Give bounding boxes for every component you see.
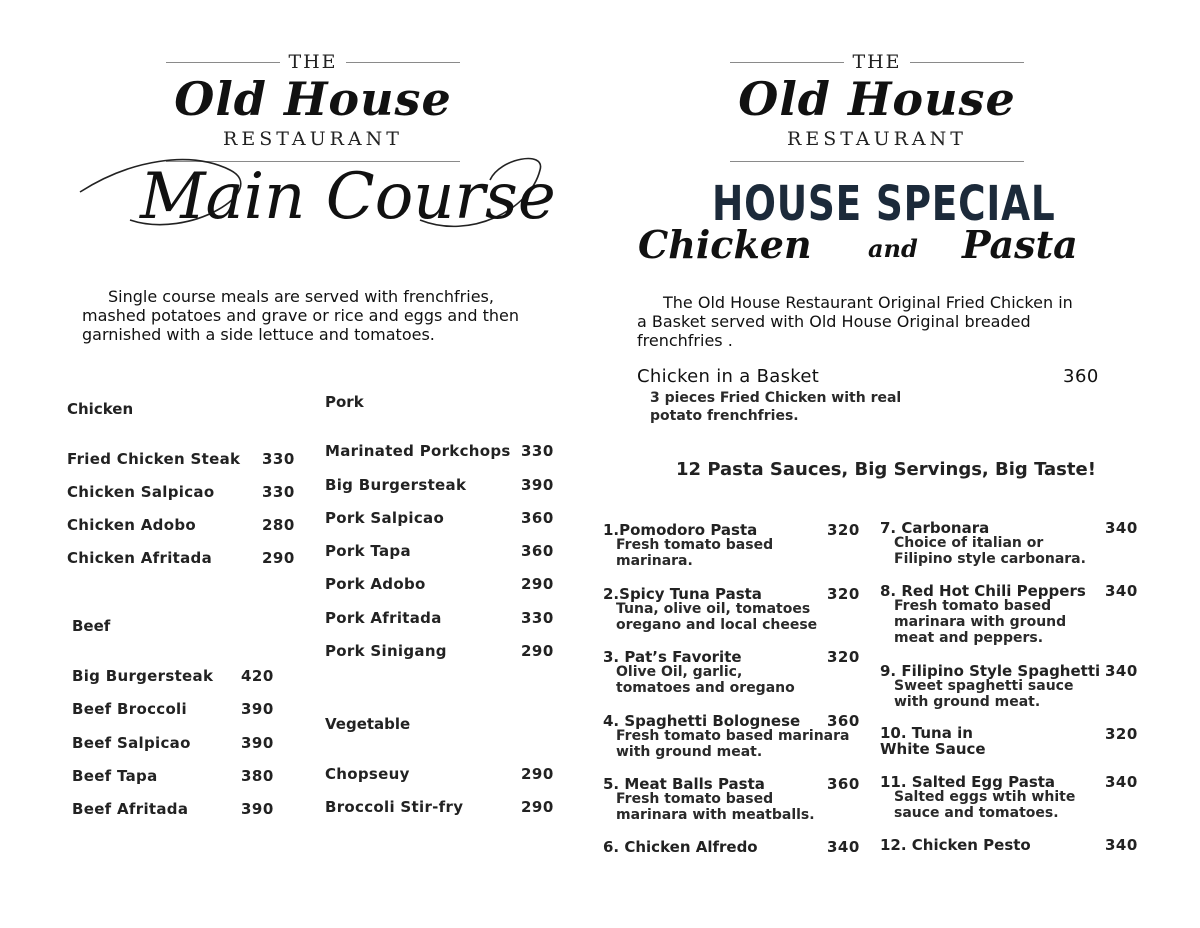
item-price: 290 <box>521 642 554 660</box>
pasta-heading: 12 Pasta Sauces, Big Servings, Big Taste! <box>676 459 1096 480</box>
pasta-item-price: 340 <box>1105 519 1138 537</box>
item-price: 290 <box>262 549 295 567</box>
logo-name-text: Old House <box>738 72 1016 126</box>
logo-name-text: Old House <box>174 72 452 126</box>
list-item: Beef Salpicao <box>72 734 191 752</box>
and-script-title: and <box>868 234 918 263</box>
item-price: 330 <box>521 609 554 627</box>
list-item: Pork Tapa <box>325 542 411 560</box>
pasta-item-desc: Salted eggs wtih white sauce and tomatoes. <box>894 789 1076 821</box>
item-price: 290 <box>521 798 554 816</box>
pasta-item-name: 2.Spicy Tuna Pasta <box>603 585 762 603</box>
item-price: 390 <box>241 734 274 752</box>
logo-restaurant-text: RESTAURANT <box>787 128 967 150</box>
list-item: Beef Afritada <box>72 800 189 818</box>
list-item: Marinated Porkchops <box>325 442 511 460</box>
list-item: Pork Sinigang <box>325 642 447 660</box>
pasta-item-name: 3. Pat’s Favorite <box>603 648 742 666</box>
main-course-title: Main Course <box>140 160 556 234</box>
pasta-item-desc: Olive Oil, garlic, tomatoes and oregano <box>616 664 795 696</box>
pasta-item-price: 320 <box>1105 725 1138 743</box>
item-price: 290 <box>521 575 554 593</box>
pasta-item-desc: Tuna, olive oil, tomatoes oregano and local cheese <box>616 601 818 633</box>
right-intro-text: The Old House Restaurant Original Fried Chicken in a Basket served with Old House Original breaded frenchfries . <box>637 293 1073 350</box>
list-item: Fried Chicken Steak <box>67 450 241 468</box>
item-price: 360 <box>521 542 554 560</box>
pasta-script-title: Pasta <box>962 222 1078 267</box>
item-price: 380 <box>241 767 274 785</box>
pasta-item-name: 4. Spaghetti Bolognese <box>603 712 801 730</box>
pasta-item-desc: Fresh tomato based marinara with ground meat. <box>616 728 850 760</box>
basket-desc: 3 pieces Fried Chicken with real potato frenchfries. <box>650 390 902 424</box>
basket-name: Chicken in a Basket <box>637 366 820 387</box>
list-item: Big Burgersteak <box>72 667 214 685</box>
item-price: 390 <box>521 476 554 494</box>
pasta-item-name: 9. Filipino Style Spaghetti <box>880 662 1101 680</box>
item-price: 330 <box>521 442 554 460</box>
item-price: 360 <box>521 509 554 527</box>
item-price: 290 <box>521 765 554 783</box>
list-item: Beef Broccoli <box>72 700 187 718</box>
pasta-item-name: 12. Chicken Pesto <box>880 836 1031 854</box>
item-price: 390 <box>241 800 274 818</box>
logo-rule <box>730 62 844 63</box>
pasta-item-name: 7. Carbonara <box>880 519 990 537</box>
pasta-item-price: 340 <box>827 838 860 856</box>
pasta-item-price: 340 <box>1105 836 1138 854</box>
category-vegetable: Vegetable <box>325 715 411 733</box>
logo-the-text: THE <box>288 51 338 73</box>
pasta-item-price: 320 <box>827 585 860 603</box>
pasta-item-name: 8. Red Hot Chili Peppers <box>880 582 1086 600</box>
list-item: Chicken Afritada <box>67 549 212 567</box>
category-pork: Pork <box>325 393 364 411</box>
basket-price: 360 <box>1063 366 1099 387</box>
category-beef: Beef <box>72 617 111 635</box>
pasta-item-desc: Sweet spaghetti sauce with ground meat. <box>894 678 1074 710</box>
logo-rule <box>730 161 1024 162</box>
pasta-item-price: 320 <box>827 521 860 539</box>
chicken-script-title: Chicken <box>638 222 812 267</box>
list-item: Broccoli Stir-fry <box>325 798 464 816</box>
pasta-item-name: 6. Chicken Alfredo <box>603 838 758 856</box>
logo-the-text: THE <box>852 51 902 73</box>
item-price: 330 <box>262 483 295 501</box>
pasta-item-desc: Fresh tomato based marinara with ground meat and peppers. <box>894 598 1067 646</box>
pasta-item-price: 320 <box>827 648 860 666</box>
list-item: Chicken Adobo <box>67 516 196 534</box>
pasta-item-desc: Fresh tomato based marinara. <box>616 537 774 569</box>
list-item: Pork Adobo <box>325 575 426 593</box>
pasta-item-price: 340 <box>1105 662 1138 680</box>
item-price: 280 <box>262 516 295 534</box>
pasta-item-price: 340 <box>1105 582 1138 600</box>
logo-restaurant-text: RESTAURANT <box>223 128 403 150</box>
item-price: 390 <box>241 700 274 718</box>
pasta-item-name: 10. Tuna in White Sauce <box>880 724 986 758</box>
pasta-item-price: 340 <box>1105 773 1138 791</box>
pasta-item-price: 360 <box>827 712 860 730</box>
logo-rule <box>910 62 1024 63</box>
list-item: Pork Afritada <box>325 609 442 627</box>
list-item: Chicken Salpicao <box>67 483 215 501</box>
item-price: 420 <box>241 667 274 685</box>
pasta-item-price: 360 <box>827 775 860 793</box>
item-price: 330 <box>262 450 295 468</box>
list-item: Pork Salpicao <box>325 509 445 527</box>
list-item: Chopseuy <box>325 765 410 783</box>
logo-rule <box>346 62 460 63</box>
pasta-item-desc: Fresh tomato based marinara with meatballs. <box>616 791 815 823</box>
pasta-item-name: 1.Pomodoro Pasta <box>603 521 758 539</box>
list-item: Big Burgersteak <box>325 476 467 494</box>
category-chicken: Chicken <box>67 400 134 418</box>
house-special-title: HOUSE SPECIAL <box>712 176 1056 232</box>
pasta-item-desc: Choice of italian or Filipino style carbonara. <box>894 535 1086 567</box>
list-item: Beef Tapa <box>72 767 158 785</box>
logo-rule <box>166 62 280 63</box>
left-intro-text: Single course meals are served with frenchfries, mashed potatoes and grave or rice and eggs and then garnished with a side lettuce and tomatoes. <box>82 287 519 344</box>
pasta-item-name: 11. Salted Egg Pasta <box>880 773 1056 791</box>
pasta-item-name: 5. Meat Balls Pasta <box>603 775 765 793</box>
